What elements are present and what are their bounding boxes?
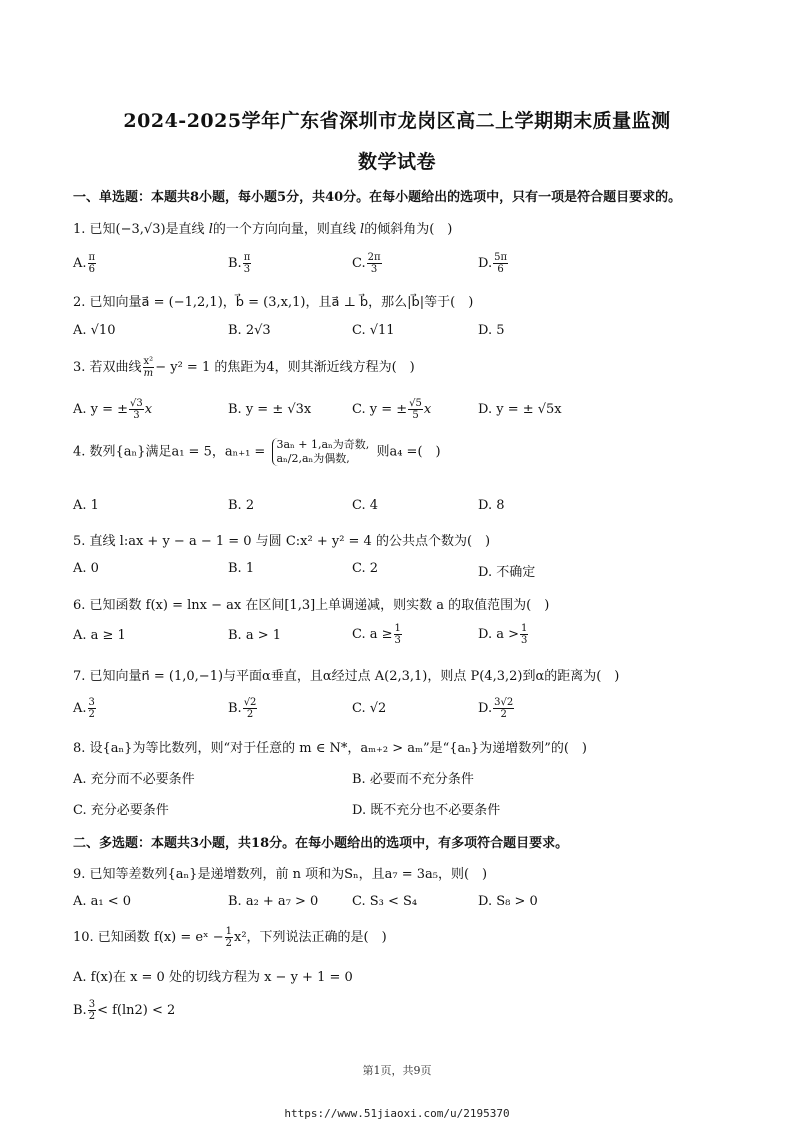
q5-option-b: B. 1 [228,561,255,576]
q8-option-c: C. 充分必要条件 [73,803,169,818]
question-7: 7. 已知向量n⃗ = (1,0,−1)与平面α垂直，且α经过点 A(2,3,1)，则点 P(4,3,2)到α的距离为( ) [73,669,620,684]
q2-option-d: D. 5 [478,323,505,338]
q6-option-c: C. a ≥ $\frac{1}{3}$ [352,623,401,646]
q5-option-c: C. 2 [352,561,379,576]
q6-option-a: A. a ≥ 1 [73,628,126,643]
q10-option-a: A. f(x)在 x = 0 处的切线方程为 x − y + 1 = 0 [73,970,353,985]
question-10: 10. 已知函数 f(x) = eˣ − $\frac{1}{2}$ x²，下列说法正确的是( ) [73,926,387,949]
q7-option-d: D. $\frac{3√2}{2}$ [478,697,514,720]
q8-option-d: D. 既不充分也不必要条件 [352,803,501,818]
question-1: 1. 已知(−3,√3)是直线 l的一个方向向量，则直线 l的倾斜角为( ) [73,222,453,237]
q5-option-d: D. 不确定 [478,565,536,580]
q4-option-b: B. 2 [228,498,255,513]
q8-option-b: B. 必要而不充分条件 [352,772,474,787]
question-9: 9. 已知等差数列{aₙ}是递增数列，前 n 项和为Sₙ，且a₇ = 3a₅，则( ) [73,867,488,882]
piecewise-brace: 3aₙ + 1,aₙ为奇数, aₙ/2,aₙ为偶数, [272,438,369,466]
q5-option-a: A. 0 [73,561,99,576]
q2-option-a: A. √10 [73,323,116,338]
q7-option-b: B. $\frac{√2}{2}$ [228,697,257,720]
watermark-url: https://www.51jiaoxi.com/u/2195370 [284,1107,510,1120]
q2-option-b: B. 2√3 [228,323,271,338]
q1-option-a: A. $\frac{\pi}{6}$ [73,252,96,275]
q1-option-b: B. $\frac{\pi}{3}$ [228,252,251,275]
q7-option-a: A. $\frac{3}{2}$ [73,697,95,720]
q9-option-d: D. S₈ > 0 [478,894,538,909]
q1-option-d: D. $\frac{5\pi}{6}$ [478,252,508,275]
page-number-footer: 第1页，共9页 [362,1064,432,1077]
q7-option-c: C. √2 [352,701,387,716]
question-6: 6. 已知函数 f(x) = lnx − ax 在区间[1,3]上单调递减，则实数 a 的取值范围为( ) [73,598,550,613]
q6-option-d: D. a > $\frac{1}{3}$ [478,623,528,646]
q3-option-b: B. y = ± √3x [228,402,312,417]
q10-option-b: B. $\frac{3}{2}$ < f(ln2) < 2 [73,999,176,1022]
q6-option-b: B. a > 1 [228,628,281,643]
page-subtitle: 数学试卷 [357,151,436,173]
section-multiple-choice: 二、多选题：本题共3小题，共18分。在每小题给出的选项中，有多项符合题目要求。 [73,836,569,851]
q9-option-c: C. S₃ < S₄ [352,894,418,909]
q8-option-a: A. 充分而不必要条件 [73,772,195,787]
q4-option-a: A. 1 [73,498,99,513]
q3-option-a: A. y = ± $\frac{√3}{3}$ x [73,398,153,421]
q4-option-c: C. 4 [352,498,379,513]
question-8: 8. 设{aₙ}为等比数列，则“对于任意的 m ∈ N*，aₘ₊₂ > aₘ”是“{aₙ}为递增数列”的( ) [73,741,587,756]
q4-option-d: D. 8 [478,498,505,513]
q3-option-d: D. y = ± √5x [478,402,562,417]
page-title: 2024-2025学年广东省深圳市龙岗区高二上学期期末质量监测 [123,110,671,132]
question-5: 5. 直线 l:ax + y − a − 1 = 0 与圆 C:x² + y² = 4 的公共点个数为( ) [73,534,491,549]
q9-option-a: A. a₁ < 0 [73,894,132,909]
question-2: 2. 已知向量a⃗ = (−1,2,1)，b⃗ = (3,x,1)，且a⃗ ⊥ b⃗，那么|b⃗|等于( ) [73,295,474,310]
q9-option-b: B. a₂ + a₇ > 0 [228,894,319,909]
q2-option-c: C. √11 [352,323,395,338]
q1-option-c: C. $\frac{2\pi}{3}$ [352,252,381,275]
question-3: 3. 若双曲线 $\frac{\text{x²}}{m}$ − y² = 1 的焦距为4，则其渐近线方程为( ) [73,356,415,379]
question-4: 4. 数列{aₙ}满足a₁ = 5，aₙ₊₁ = 3aₙ + 1,aₙ为奇数, aₙ/2,aₙ为偶数, 则a₄ =( ) [73,438,441,465]
section-single-choice: 一、单选题：本题共8小题，每小题5分，共40分。在每小题给出的选项中，只有一项是符合题目要求的。 [73,190,682,205]
q3-option-c: C. y = ± $\frac{√5}{5}$ x [352,398,432,421]
